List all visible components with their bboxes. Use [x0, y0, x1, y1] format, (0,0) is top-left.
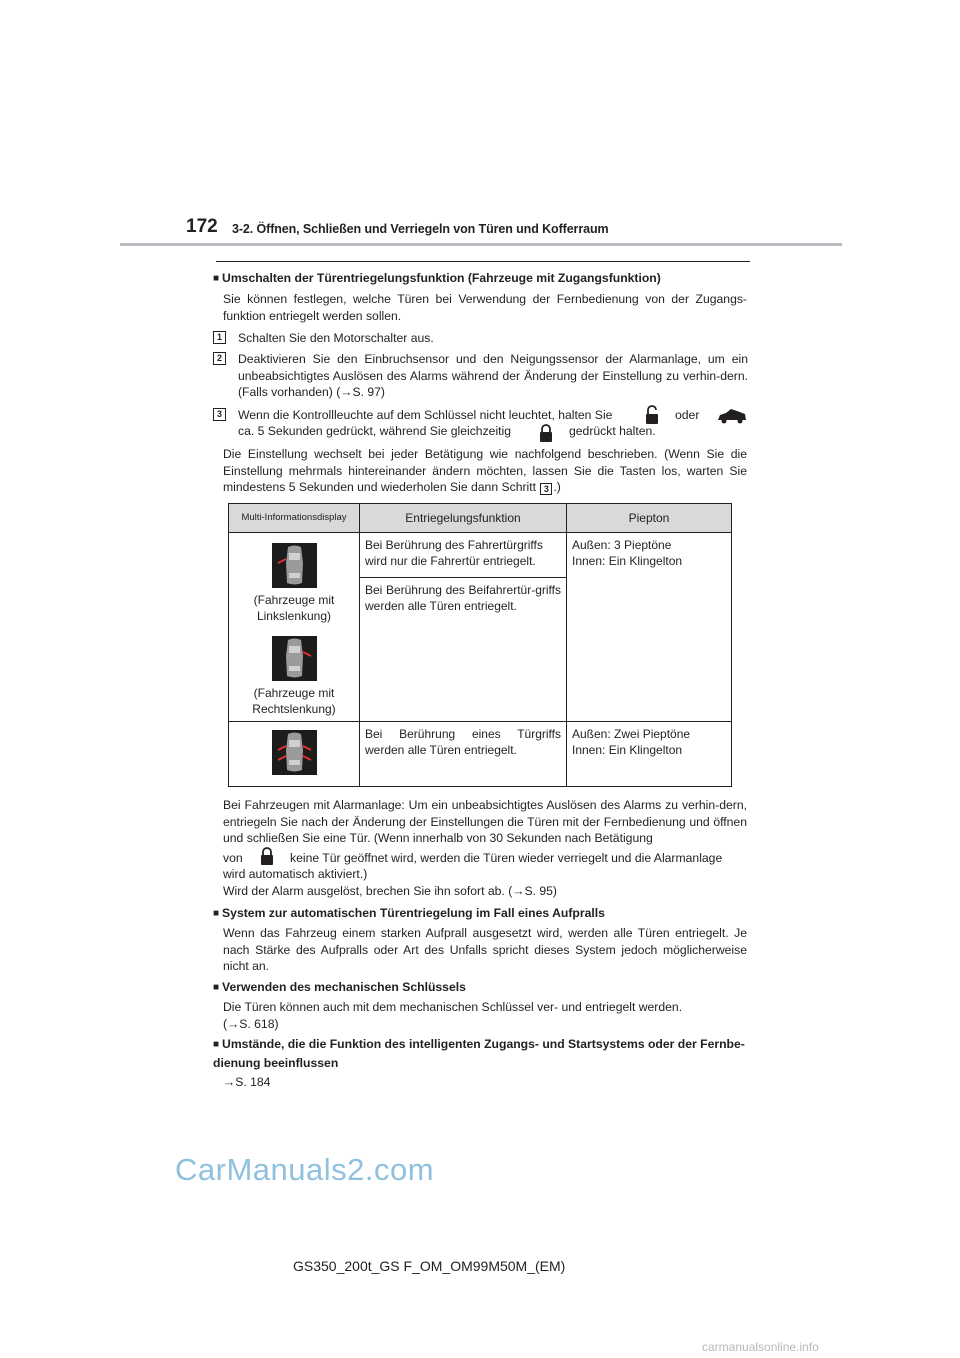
alarm-note-d: Wird der Alarm ausgelöst, brechen Sie ihn sofort ab. (→S. 95)	[223, 884, 557, 898]
display-cell-lhd-rhd	[229, 533, 360, 722]
chapter-title: 3-2. Öffnen, Schließen und Verriegeln von Türen und Kofferraum	[232, 222, 609, 236]
padlock-icon	[259, 846, 275, 866]
mechanical-key-text: Die Türen können auch mit dem mechanischen Schlüssel ver- und entriegelt werden.	[223, 1000, 683, 1014]
car-door-display-icon	[272, 730, 317, 775]
table-header: Multi-Informationsdisplay	[229, 504, 360, 533]
beep-cell: Außen: Zwei Pieptöne Innen: Ein Klingelton	[567, 722, 732, 787]
setting-change-note: Die Einstellung wechselt bei jeder Betätigung wie nachfolgend beschrieben. (Wenn Sie die Einstellung mehrmals hintereinander ändern möchten, lassen Sie die Tasten los, warten Sie mindestens 5 Sekunden und wiederholen Sie dann Schritt 3 .)	[223, 447, 747, 494]
function-cell-passenger: Bei Berührung des Beifahrertür-griffs werden alle Türen entriegelt.	[360, 578, 567, 722]
step-3	[213, 407, 748, 441]
carmanuals-logo: CarManuals2.com	[175, 1152, 435, 1187]
function-cell-any-door: Bei Berührung eines Türgriffs werden alle Türen entriegelt.	[360, 722, 567, 787]
bullet-square-icon: ■	[213, 1039, 220, 1050]
step-text-b: oder	[675, 408, 700, 422]
section-heading-influences: ■ Umstände, die die Funktion des intelligenten Zugangs- und Startsystems oder der Fernbe-dienung beeinflussen	[213, 1037, 745, 1070]
car-trunk-icon	[717, 408, 747, 424]
step-number: 1	[213, 331, 226, 344]
beep-cell: Außen: 3 Pieptöne Innen: Ein Klingelton	[567, 533, 732, 722]
function-cell-driver: Bei Berührung des Fahrertürgriffs wird nur die Fahrertür entriegelt.	[360, 533, 567, 578]
step-reference: 3	[540, 483, 552, 495]
car-door-display-icon	[272, 636, 317, 681]
padlock-icon	[538, 423, 554, 443]
step-text-a: Wenn die Kontrollleuchte auf dem Schlüssel nicht leuchtet, halten Sie	[238, 408, 613, 422]
step-text: Deaktivieren Sie den Einbruchsensor und den Neigungssensor der Alarmanlage, um ein unbeabsichtigtes Auslösen des Alarms während der Änderung der Einstellung zu verhin-dern. (Falls vorhanden) (→S. 97)	[238, 352, 748, 399]
open-padlock-icon	[644, 405, 660, 425]
header-rule	[120, 243, 842, 246]
alarm-note-b: keine Tür geöffnet wird, werden die Türen wieder verriegelt und die Alarmanlage	[290, 851, 723, 865]
step-text: Schalten Sie den Motorschalter aus.	[238, 331, 434, 345]
section-heading-crash-unlock: ■ System zur automatischen Türentriegelung im Fall eines Aufpralls	[213, 906, 605, 920]
step-number: 3	[213, 408, 226, 421]
caption-lhd: (Fahrzeuge mit Linkslenkung)	[253, 593, 335, 623]
section-intro: Sie können festlegen, welche Türen bei Verwendung der Fernbedienung von der Zugangs-funktion entriegelt werden sollen.	[223, 292, 747, 323]
alarm-note-c: wird automatisch aktiviert.)	[223, 867, 368, 881]
alarm-note-von: von	[223, 851, 243, 865]
display-cell-all-doors	[229, 722, 360, 787]
table-header: Entriegelungsfunktion	[360, 504, 567, 533]
car-door-display-icon	[272, 543, 317, 588]
table-header: Piepton	[567, 504, 732, 533]
page-number: 172	[186, 216, 218, 237]
alarm-note: Bei Fahrzeugen mit Alarmanlage: Um ein unbeabsichtigtes Auslösen des Alarms zu verhin-dern, entriegeln Sie nach der Änderung der Einstellungen die Türen mit der Fernbedienung und öffnen und schließen Sie eine Tür. (Wenn innerhalb von 30 Sekunden nach Betätigung	[223, 798, 747, 845]
step-number: 2	[213, 352, 226, 365]
bullet-square-icon: ■	[213, 982, 220, 993]
document-code: GS350_200t_GS F_OM_OM99M50M_(EM)	[293, 1258, 566, 1274]
step-text-d: gedrückt halten.	[569, 424, 656, 438]
section-heading-door-unlock: ■ Umschalten der Türentriegelungsfunktion (Fahrzeuge mit Zugangsfunktion)	[213, 271, 661, 285]
crash-unlock-text: Wenn das Fahrzeug einem starken Aufprall ausgesetzt wird, werden alle Türen entriegelt. Je nach Stärke des Aufpralls oder Art des Unfalls spricht dieses System jedoch möglicherweise nicht an.	[223, 926, 747, 973]
step-text-c: ca. 5 Sekunden gedrückt, während Sie gleichzeitig	[238, 424, 512, 438]
caption-rhd: (Fahrzeuge mit Rechtslenkung)	[252, 686, 336, 716]
influences-ref: →S. 184	[223, 1075, 271, 1089]
bullet-square-icon: ■	[213, 273, 220, 284]
section-heading-mechanical-key: ■ Verwenden des mechanischen Schlüssels	[213, 980, 466, 994]
section-rule	[216, 261, 750, 262]
mechanical-key-ref: (→S. 618)	[223, 1017, 279, 1031]
unlock-function-table	[228, 503, 732, 787]
watermark: carmanualsonline.info	[702, 1340, 819, 1354]
bullet-square-icon: ■	[213, 908, 220, 919]
